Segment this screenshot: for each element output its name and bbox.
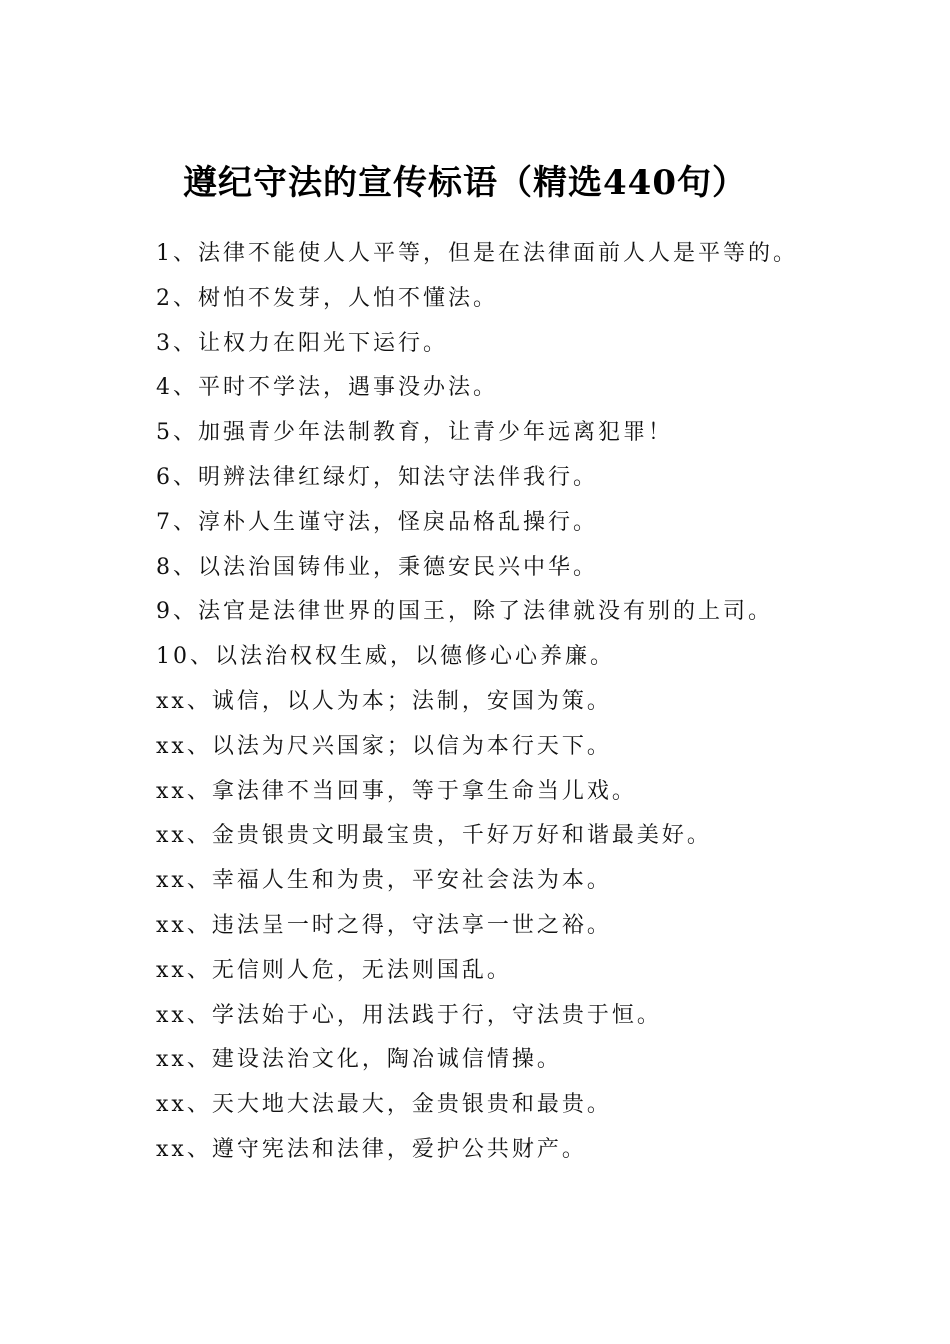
list-item: xx、遵守宪法和法律，爱护公共财产。: [156, 1136, 587, 1162]
list-item: xx、无信则人危，无法则国乱。: [156, 957, 512, 983]
list-item: 7、淳朴人生谨守法，怪戾品格乱操行。: [156, 509, 598, 535]
list-item: xx、天大地大法最大，金贵银贵和最贵。: [156, 1092, 612, 1118]
list-item: xx、学法始于心，用法践于行，守法贵于恒。: [156, 1002, 662, 1028]
list-item: xx、拿法律不当回事，等于拿生命当儿戏。: [156, 778, 637, 804]
slogan-list: [156, 232, 936, 1173]
list-item: 9、法官是法律世界的国王，除了法律就没有别的上司。: [156, 599, 773, 625]
list-item: xx、违法呈一时之得，守法享一世之裕。: [156, 912, 612, 938]
list-item: 4、平时不学法，遇事没办法。: [156, 375, 498, 401]
list-item: xx、金贵银贵文明最宝贵，千好万好和谐最美好。: [156, 823, 712, 849]
list-item: 10、以法治权权生威，以德修心心养廉。: [156, 644, 615, 670]
list-item: 6、明辨法律红绿灯，知法守法伴我行。: [156, 464, 598, 490]
list-item: 3、让权力在阳光下运行。: [156, 330, 448, 356]
list-item: xx、幸福人生和为贵，平安社会法为本。: [156, 868, 612, 894]
list-item: 8、以法治国铸伟业，秉德安民兴中华。: [156, 554, 598, 580]
list-item: xx、诚信，以人为本；法制，安国为策。: [156, 688, 612, 714]
document-title: 遵纪守法的宣传标语（精选440句）: [183, 162, 747, 203]
list-item: 1、法律不能使人人平等，但是在法律面前人人是平等的。: [156, 241, 798, 266]
list-item: xx、以法为尺兴国家；以信为本行天下。: [156, 733, 612, 759]
list-item: 5、加强青少年法制教育，让青少年远离犯罪！: [156, 420, 673, 446]
list-item: 2、树怕不发芽，人怕不懂法。: [156, 285, 498, 311]
list-item: xx、建设法治文化，陶冶诚信情操。: [156, 1047, 562, 1073]
